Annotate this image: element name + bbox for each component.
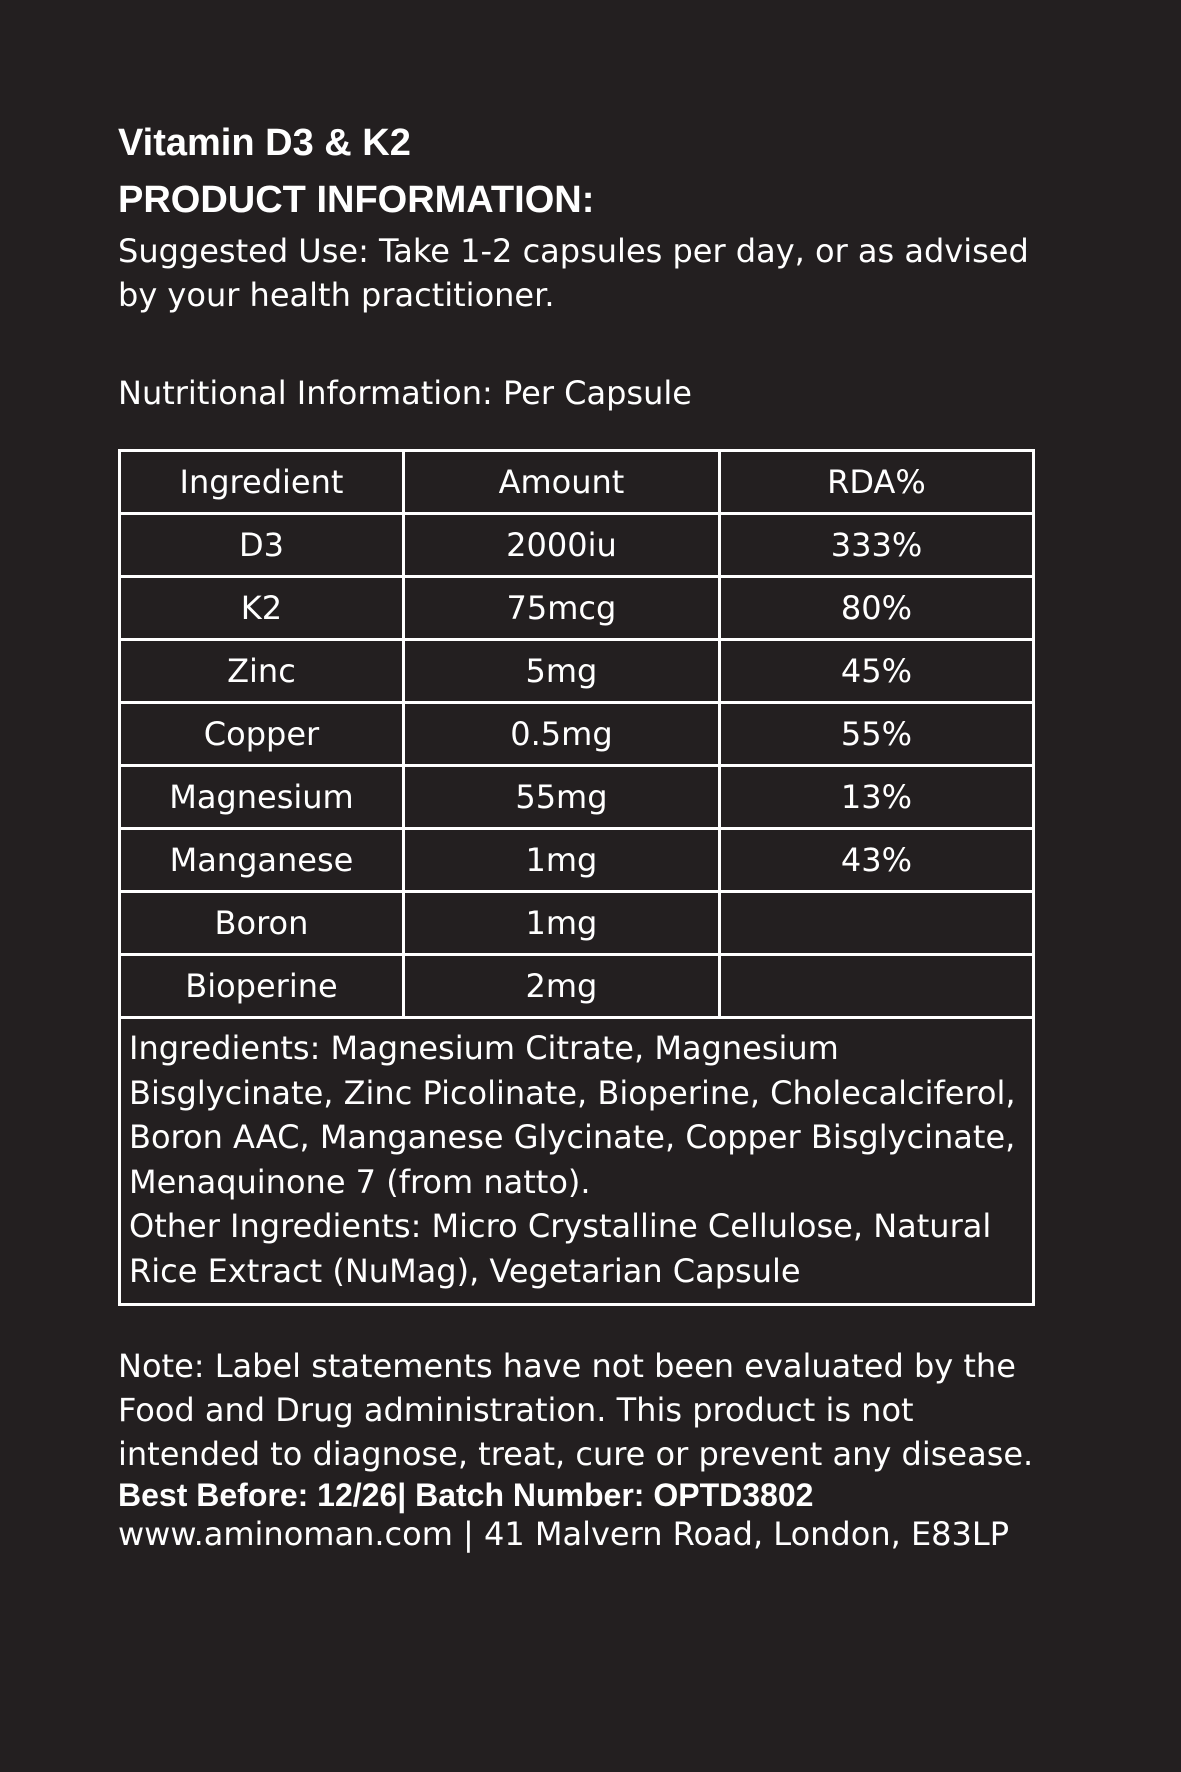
ingredients-cell [120, 1018, 1034, 1305]
rda-cell: 45% [719, 640, 1033, 703]
ingredient-cell: K2 [120, 577, 404, 640]
ingredients-row [120, 1018, 1034, 1305]
ingredient-cell: Magnesium [120, 766, 404, 829]
column-header-rda: RDA% [719, 451, 1033, 514]
nutrition-heading: Nutritional Information: Per Capsule [118, 374, 692, 412]
product-label [118, 115, 1038, 1554]
table-row [120, 577, 1034, 640]
nutrition-table [118, 449, 1035, 1306]
company-address: www.aminoman.com | 41 Malvern Road, London, E83LP [118, 1515, 1009, 1553]
suggested-use: Suggested Use: Take 1-2 capsules per day, or as advised by your health practitioner. [118, 232, 1029, 314]
table-header-row [120, 451, 1034, 514]
table-row [120, 829, 1034, 892]
rda-cell: 80% [719, 577, 1033, 640]
ingredient-cell: Zinc [120, 640, 404, 703]
column-header-ingredient: Ingredient [120, 451, 404, 514]
ingredient-cell: Copper [120, 703, 404, 766]
rda-cell: 43% [719, 829, 1033, 892]
table-row [120, 514, 1034, 577]
amount-cell: 75mcg [403, 577, 719, 640]
rda-cell: 333% [719, 514, 1033, 577]
ingredients-list: Ingredients: Magnesium Citrate, Magnesium Bisglycinate, Zinc Picolinate, Bioperine, Cholecalciferol, Boron AAC, Manganese Glycinate, Copper Bisglycinate, Menaquinone 7 (from natto). [129, 1029, 1016, 1201]
best-before-batch: Best Before: 12/26| Batch Number: OPTD3802 [118, 1477, 814, 1513]
disclaimer-note: Note: Label statements have not been evaluated by the Food and Drug administration. This product is not intended to diagnose, treat, cure or prevent any disease. [118, 1347, 1034, 1473]
rda-cell [719, 892, 1033, 955]
amount-cell: 2mg [403, 955, 719, 1018]
table-row [120, 703, 1034, 766]
table-row [120, 640, 1034, 703]
amount-cell: 2000iu [403, 514, 719, 577]
amount-cell: 55mg [403, 766, 719, 829]
amount-cell: 0.5mg [403, 703, 719, 766]
ingredient-cell: Bioperine [120, 955, 404, 1018]
rda-cell: 55% [719, 703, 1033, 766]
column-header-amount: Amount [403, 451, 719, 514]
rda-cell: 13% [719, 766, 1033, 829]
rda-cell [719, 955, 1033, 1018]
product-name: Vitamin D3 & K2 [118, 122, 411, 164]
table-row [120, 955, 1034, 1018]
table-row [120, 766, 1034, 829]
ingredient-cell: Manganese [120, 829, 404, 892]
other-ingredients-list: Other Ingredients: Micro Crystalline Cellulose, Natural Rice Extract (NuMag), Vegetarian Capsule [129, 1207, 992, 1290]
amount-cell: 5mg [403, 640, 719, 703]
table-row [120, 892, 1034, 955]
amount-cell: 1mg [403, 829, 719, 892]
ingredient-cell: Boron [120, 892, 404, 955]
amount-cell: 1mg [403, 892, 719, 955]
section-title: PRODUCT INFORMATION: [118, 179, 595, 221]
ingredient-cell: D3 [120, 514, 404, 577]
